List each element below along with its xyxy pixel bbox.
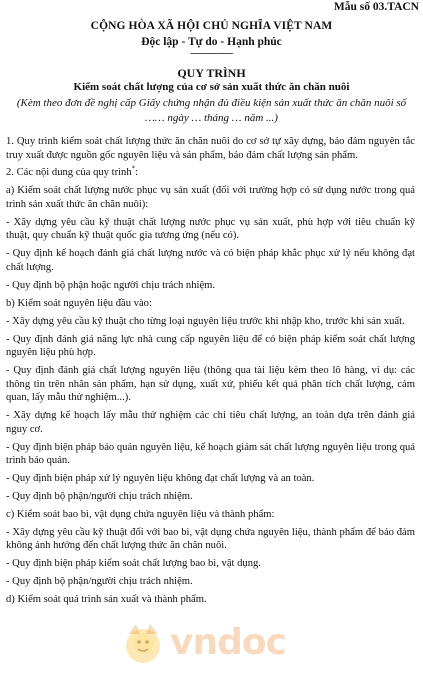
paragraph-5: - Quy định kế hoạch đánh giá chất lượng nước và có biện pháp khắc phục xử lý nếu không đạt chất lượng.: [6, 248, 415, 273]
paragraph-16: - Xây dựng yêu cầu kỹ thuật đối với bao bì, vật dụng chứa nguyên liệu, thành phẩm để bảo đảm không ảnh hưởng đến chất lượng thức ăn chăn nuôi.: [6, 526, 415, 552]
paragraph-2-text: 2. Các nội dung của quy trình: [6, 167, 132, 179]
paragraph-13: - Quy định biện pháp xử lý nguyên liệu không đạt chất lượng và an toàn.: [6, 473, 315, 485]
divider: ---------------: [190, 48, 233, 59]
vndoc-watermark: [118, 620, 308, 668]
paragraph-4: - Xây dựng yêu cầu kỹ thuật chất lượng nước phục vụ sản xuất, phù hợp với tiêu chuẩn kỹ thuật, quy chuẩn kỹ thuật quốc gia tương ứng (nếu có).: [6, 216, 415, 242]
document-title: QUY TRÌNH: [177, 66, 246, 80]
paragraph-11: - Xây dựng kế hoạch lấy mẫu thử nghiệm các chỉ tiêu chất lượng, an toàn dựa trên đánh giá nguy cơ.: [6, 410, 415, 435]
paragraph-8: - Xây dựng yêu cầu kỹ thuật cho từng loại nguyên liệu trước khi nhập kho, trước khi sản xuất.: [6, 315, 405, 327]
national-title: CỘNG HÒA XÃ HỘI CHỦ NGHĨA VIỆT NAM: [90, 20, 333, 32]
paragraph-3: a) Kiểm soát chất lượng nước phục vụ sản xuất (đối với trường hợp có sử dụng nước trong quá trình sản xuất thức ăn chăn nuôi):: [6, 185, 415, 210]
paragraph-15: c) Kiểm soát bao bì, vật dụng chứa nguyên liệu và thành phẩm:: [6, 508, 275, 520]
paragraph-17: - Quy định biện pháp kiểm soát chất lượng bao bì, vật dụng.: [6, 558, 261, 570]
paragraph-14: - Quy định bộ phận/người chịu trách nhiệm.: [6, 490, 193, 502]
paragraph-7: b) Kiểm soát nguyên liệu đầu vào:: [6, 297, 152, 309]
watermark-text: vndoc: [170, 622, 286, 663]
motto: Độc lập - Tự do - Hạnh phúc: [141, 36, 282, 48]
paragraph-10: - Quy định đánh giá chất lượng nguyên liệu (thông qua tài liệu kèm theo lô hàng, ví dụ: các thông tin trên nhãn sản phẩm, hạn sử dụng, xuất xứ, phiếu kết quả phân tích chất lượng, cảm quan, lấy mẫu thử nghiệm...).: [6, 364, 415, 404]
footnote-mark: *: [131, 164, 136, 173]
paragraph-9: - Quy định đánh giá năng lực nhà cung cấp nguyên liệu để có biện pháp kiểm soát chất lượng nguyên liệu phù hợp.: [6, 333, 415, 359]
paragraph-6: - Quy định bộ phận hoặc người chịu trách nhiệm.: [6, 279, 216, 291]
paragraph-12: - Quy định biện pháp bảo quản nguyên liệu, kế hoạch giám sát chất lượng nguyên liệu trong quá trình bảo quản.: [6, 441, 415, 467]
paragraph-19: d) Kiểm soát quá trình sản xuất và thành phẩm.: [6, 593, 207, 605]
document-body: [6, 135, 415, 611]
attachment-note: (Kèm theo đơn đề nghị cấp Giấy chứng nhận đủ điều kiện sản xuất thức ăn chăn nuôi số …… ngày … tháng … năm ...): [16, 97, 407, 124]
document-subtitle: Kiểm soát chất lượng của cơ sở sản xuất thức ăn chăn nuôi: [73, 81, 350, 93]
paragraph-18: - Quy định bộ phận/người chịu trách nhiệm.: [6, 576, 193, 588]
mascot-icon: [118, 620, 168, 668]
form-code: Mẫu số 03.TACN: [333, 1, 419, 13]
paragraph-2: 2. Các nội dung của quy trình*:: [6, 164, 139, 179]
paragraph-1: 1. Quy trình kiểm soát chất lượng thức ăn chăn nuôi do cơ sở tự xây dựng, bảo đảm nguyên tắc truy xuất được nguồn gốc nguyên liệu và sản phẩm, bảo đảm chất lượng sản phẩm.: [6, 136, 415, 161]
